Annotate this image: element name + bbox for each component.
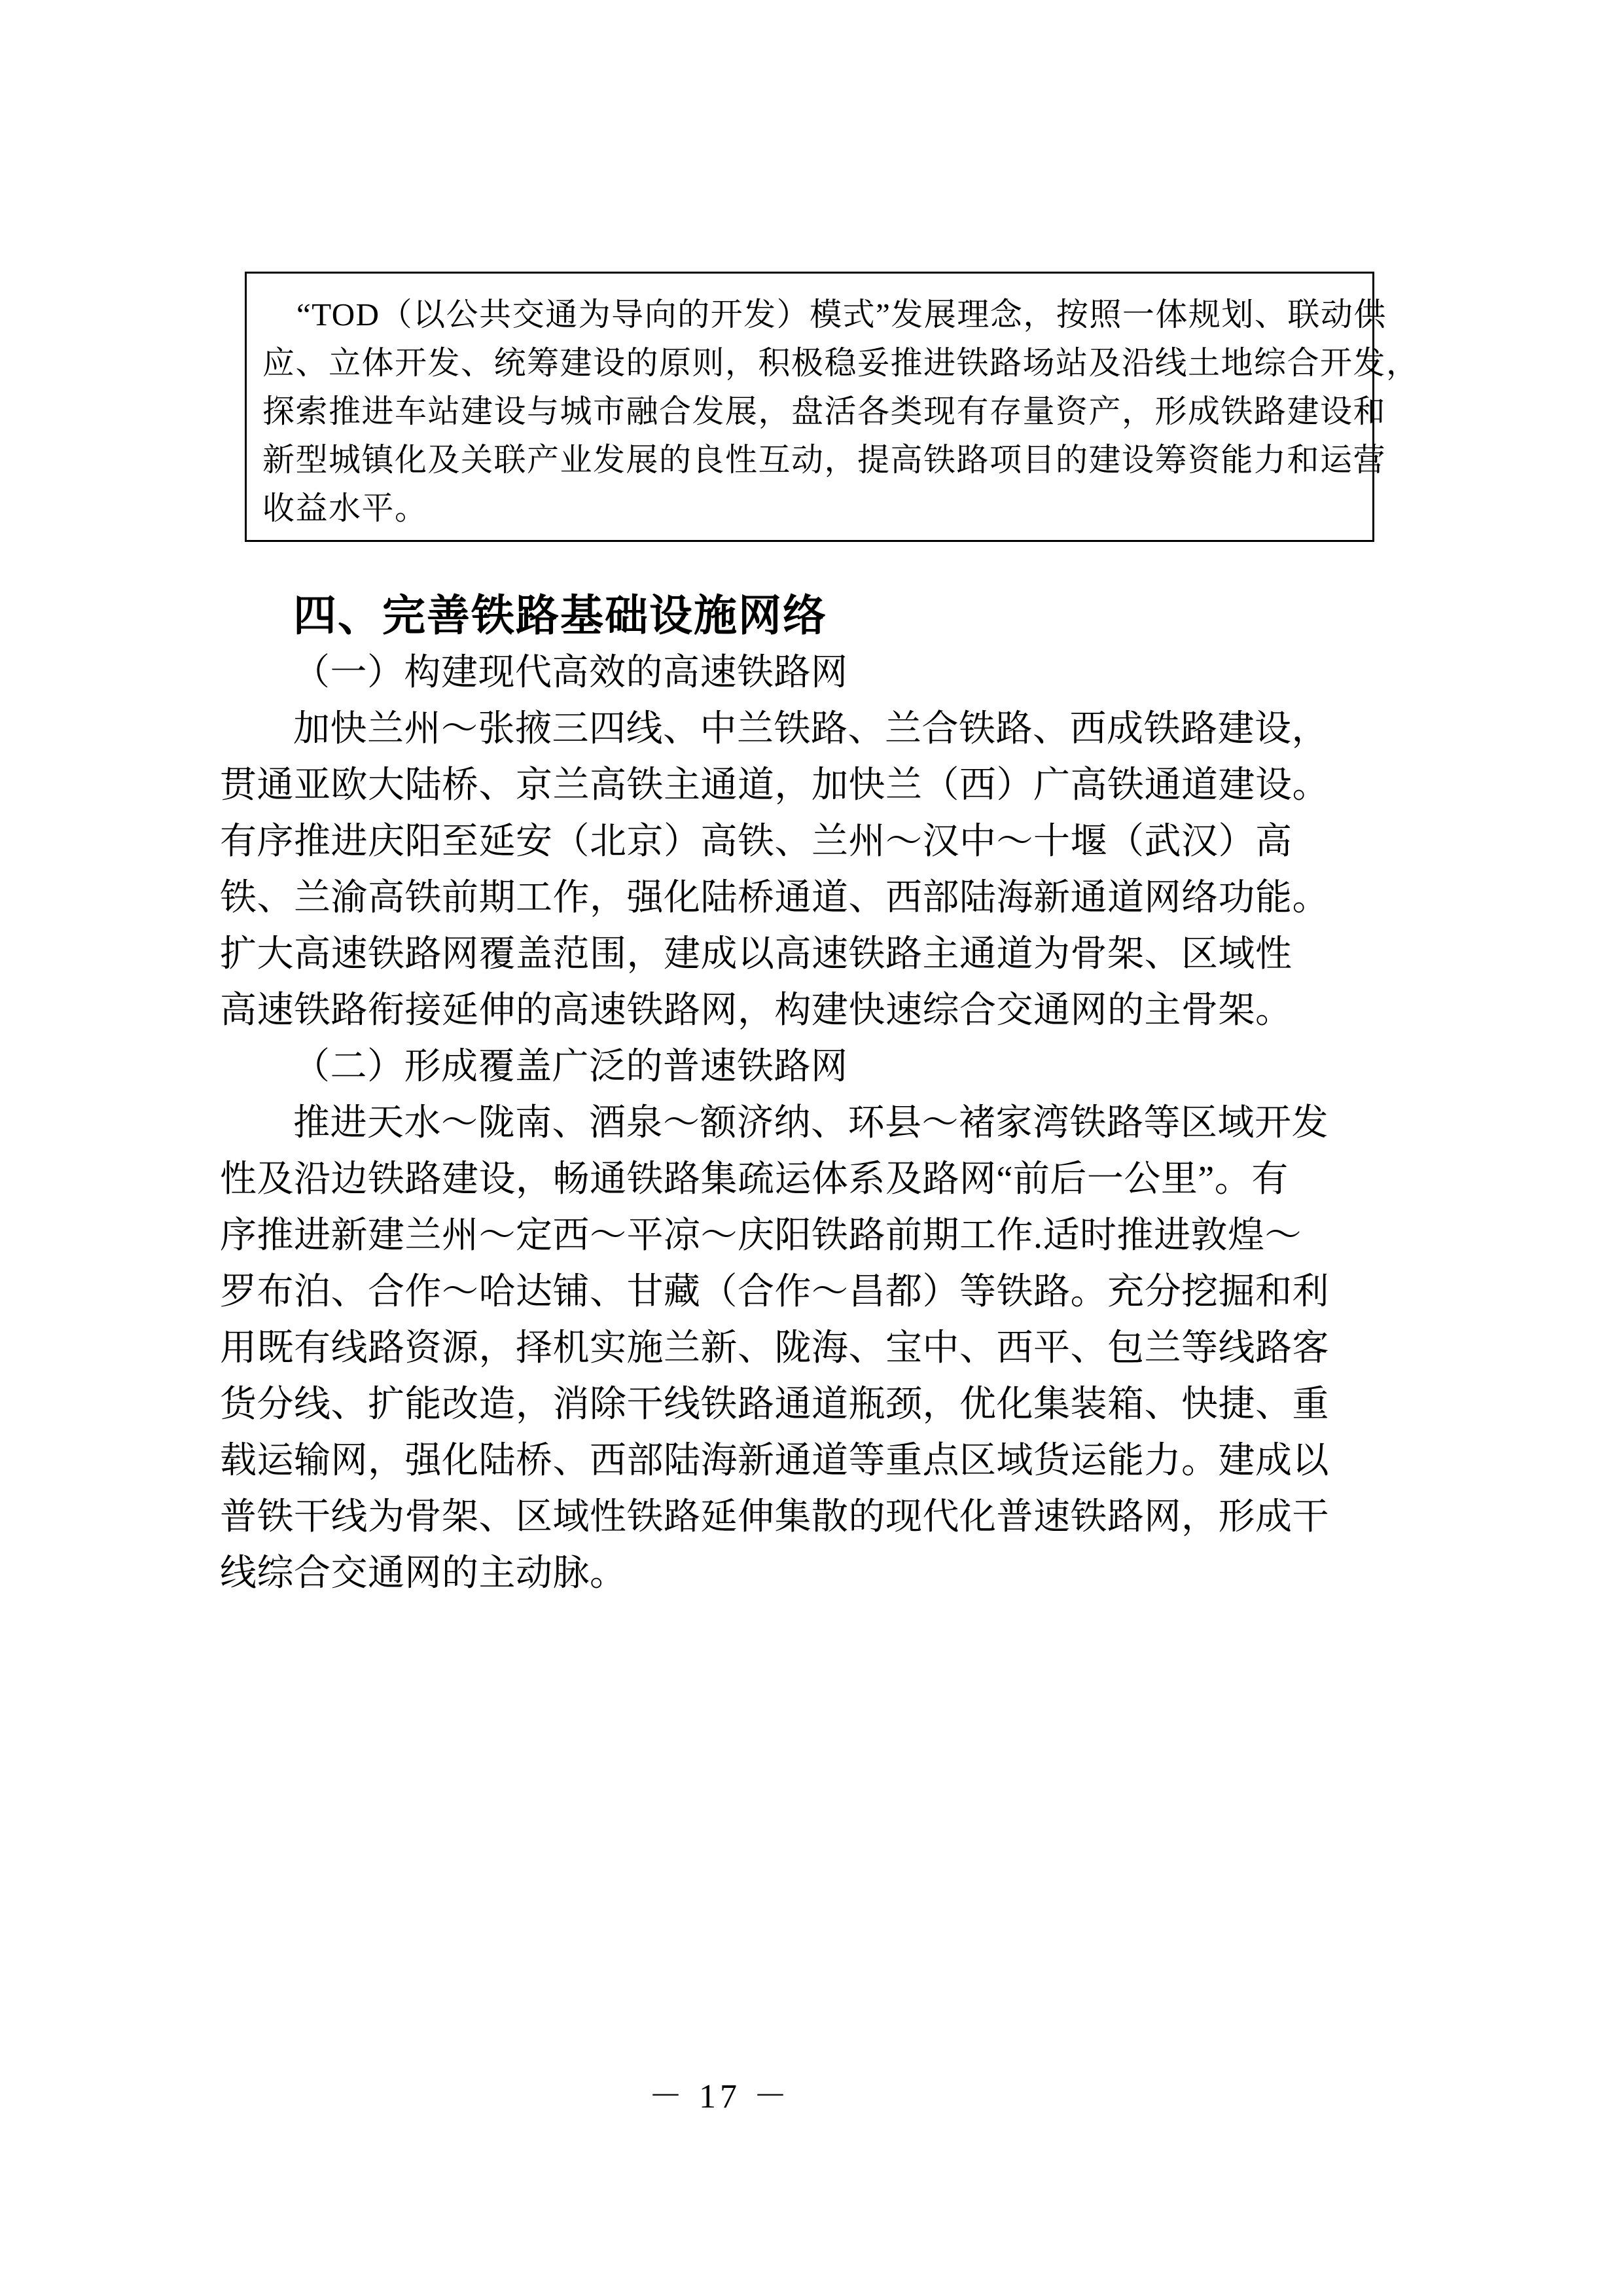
paragraph-line: 贯通亚欧大陆桥、京兰高铁主通道，加快兰（西）广高铁通道建设。	[220, 765, 1329, 806]
paragraph-line: 高速铁路衔接延伸的高速铁路网，构建快速综合交通网的主骨架。	[220, 990, 1293, 1031]
paragraph-line: 铁、兰渝高铁前期工作，强化陆桥通道、西部陆海新通道网络功能。	[220, 878, 1329, 918]
paragraph-line: 用既有线路资源，择机实施兰新、陇海、宝中、西平、包兰等线路客	[220, 1328, 1329, 1369]
paragraph-line: 扩大高速铁路网覆盖范围，建成以高速铁路主通道为骨架、区域性	[220, 934, 1293, 975]
paragraph-line: 推进天水～陇南、酒泉～额济纳、环县～褚家湾铁路等区域开发	[293, 1103, 1329, 1143]
paragraph-line: 有序推进庆阳至延安（北京）高铁、兰州～汉中～十堰（武汉）高	[220, 821, 1293, 862]
paragraph-line: 普铁干线为骨架、区域性铁路延伸集散的现代化普速铁路网，形成干	[220, 1497, 1329, 1537]
paragraph-line: 货分线、扩能改造，消除干线铁路通道瓶颈，优化集装箱、快捷、重	[220, 1384, 1329, 1425]
section-heading: 四、完善铁路基础设施网络	[293, 591, 827, 640]
paragraph-line: 性及沿边铁路建设，畅通铁路集疏运体系及路网“前后一公里”。有	[220, 1159, 1289, 1200]
quote-line: 收益水平。	[262, 490, 428, 526]
subsection-heading-2: （二）形成覆盖广泛的普速铁路网	[293, 1047, 848, 1087]
quote-callout-box	[245, 272, 1419, 542]
paragraph-line: 载运输网，强化陆桥、西部陆海新通道等重点区域货运能力。建成以	[220, 1441, 1329, 1481]
quote-line: 新型城镇化及关联产业发展的良性互动，提高铁路项目的建设筹资能力和运营	[262, 442, 1387, 478]
quote-line: 应、立体开发、统筹建设的原则，积极稳妥推进铁路场站及沿线土地综合开发，	[262, 345, 1419, 381]
quote-line: “TOD（以公共交通为导向的开发）模式”发展理念，按照一体规划、联动供	[296, 296, 1387, 332]
paragraph-line: 罗布泊、合作～哈达铺、甘藏（合作～昌都）等铁路。充分挖掘和利	[220, 1272, 1329, 1312]
page-number: － 17 －	[648, 2078, 791, 2115]
subsection-heading-1: （一）构建现代高效的高速铁路网	[293, 653, 848, 693]
body-text-flow	[220, 645, 1391, 1602]
paragraph-line: 序推进新建兰州～定西～平凉～庆阳铁路前期工作.适时推进敦煌～	[220, 1215, 1302, 1256]
paragraph-line: 线综合交通网的主动脉。	[220, 1553, 627, 1594]
quote-line: 探索推进车站建设与城市融合发展，盘活各类现有存量资产，形成铁路建设和	[262, 393, 1387, 429]
paragraph-line: 加快兰州～张掖三四线、中兰铁路、兰合铁路、西成铁路建设，	[293, 709, 1329, 749]
